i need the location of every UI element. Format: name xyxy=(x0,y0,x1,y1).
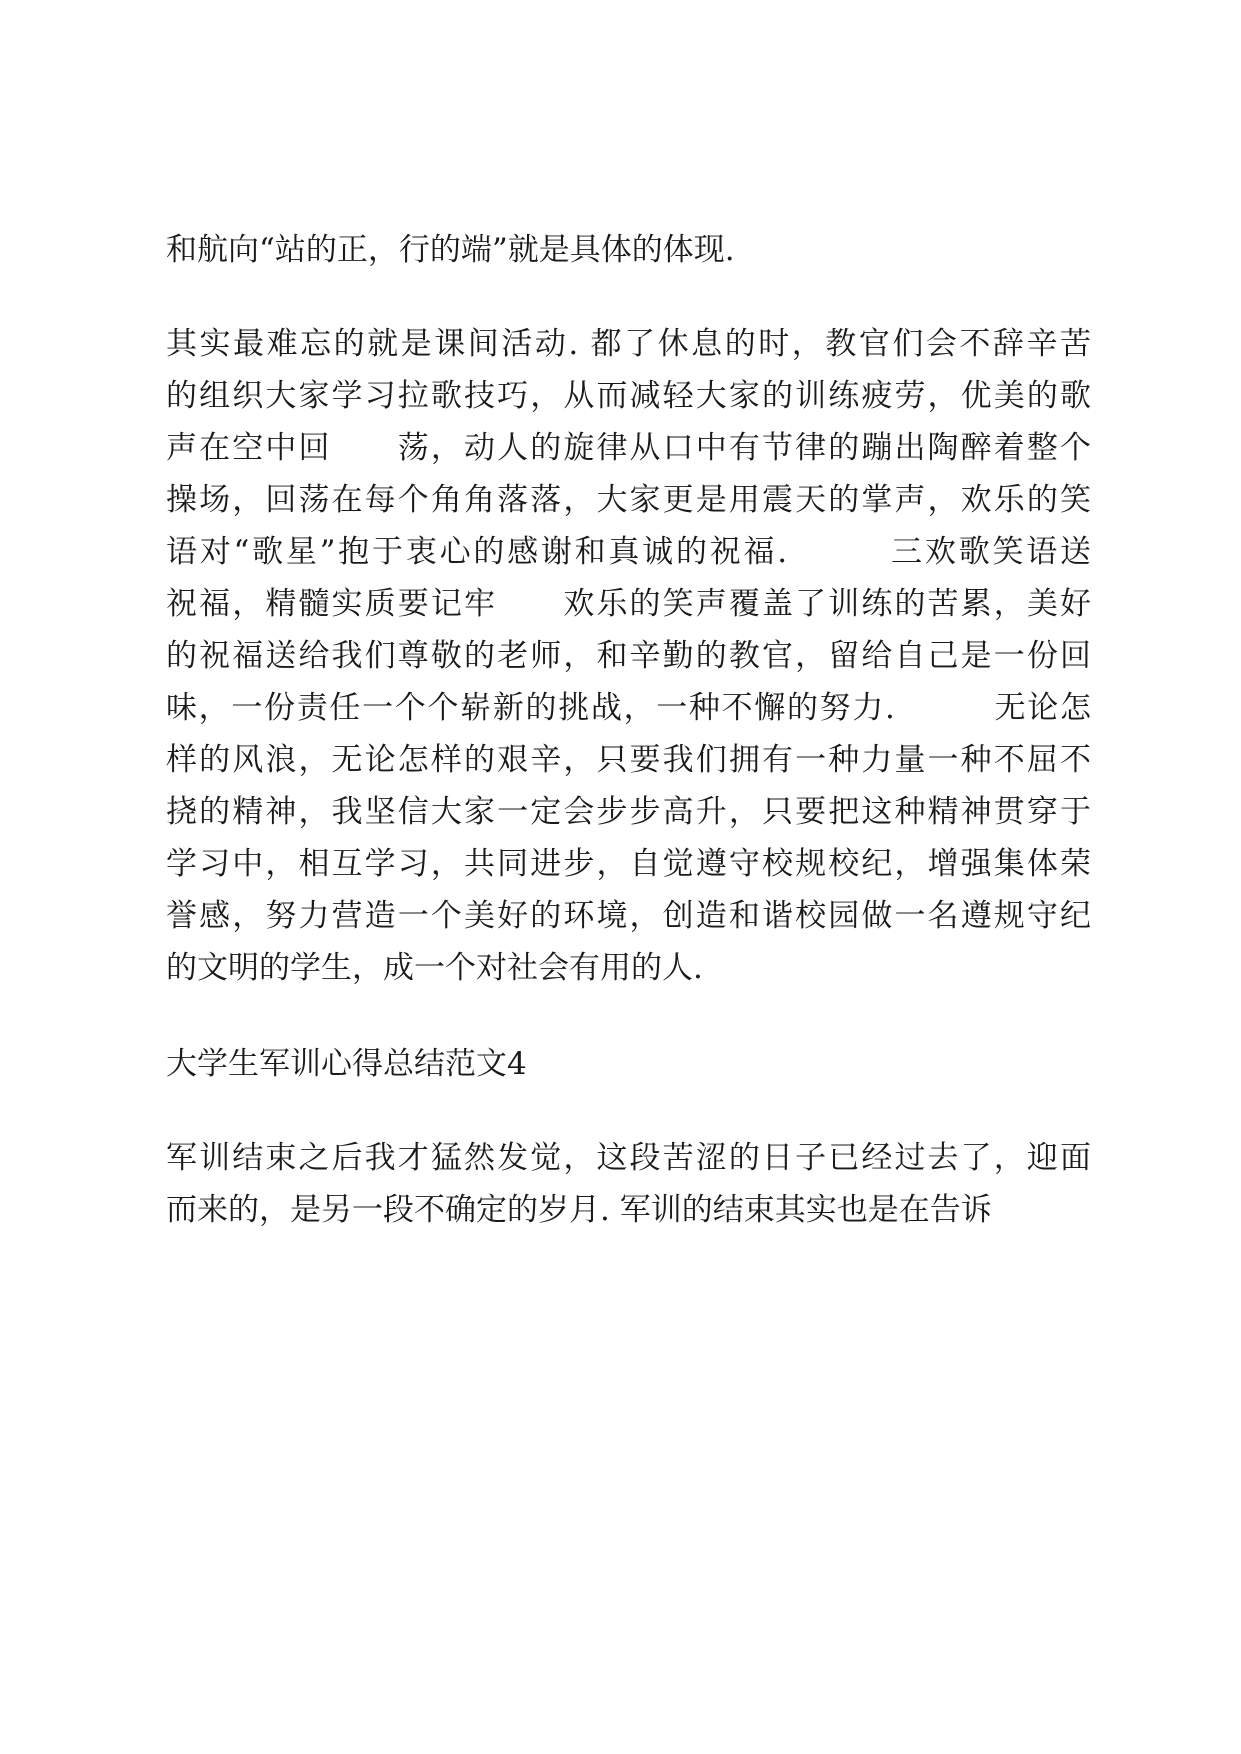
paragraph-line: 而来的，是另一段不确定的岁月. 军训的结束其实也是在告诉 xyxy=(166,1192,992,1228)
paragraph-line: 学习中，相互学习，共同进步，自觉遵守校规校纪，增强集体荣 xyxy=(166,846,1091,882)
paragraph-line: 祝福，精髓实质要记牢 欢乐的笑声覆盖了训练的苦累，美好 xyxy=(166,586,1091,622)
paragraph-line: 语对“歌星”抱于衷心的感谢和真诚的祝福. 三欢歌笑语送 xyxy=(166,534,1091,570)
paragraph-line: 声在空中回 荡，动人的旋律从口中有节律的蹦出陶醉着整个 xyxy=(166,430,1091,466)
paragraph-line: 操场，回荡在每个角角落落，大家更是用震天的掌声，欢乐的笑 xyxy=(166,482,1091,518)
paragraph-line: 样的风浪，无论怎样的艰辛，只要我们拥有一种力量一种不屈不 xyxy=(166,742,1091,778)
paragraph-line: 的文明的学生，成一个对社会有用的人. xyxy=(166,950,703,986)
paragraph-line: 挠的精神，我坚信大家一定会步步高升，只要把这种精神贯穿于 xyxy=(166,794,1091,830)
paragraph-line: 其实最难忘的就是课间活动. 都了休息的时，教官们会不辞辛苦 xyxy=(166,326,1091,362)
paragraph-line: 誉感，努力营造一个美好的环境，创造和谐校园做一名遵规守纪 xyxy=(166,898,1091,934)
paragraph-line: 和航向“站的正，行的端”就是具体的体现. xyxy=(166,232,735,268)
section-heading: 大学生军训心得总结范文4 xyxy=(166,1046,527,1082)
paragraph-line: 的组织大家学习拉歌技巧，从而减轻大家的训练疲劳，优美的歌 xyxy=(166,378,1091,414)
paragraph-line: 军训结束之后我才猛然发觉，这段苦涩的日子已经过去了，迎面 xyxy=(166,1140,1091,1176)
paragraph-line: 的祝福送给我们尊敬的老师，和辛勤的教官，留给自己是一份回 xyxy=(166,638,1091,674)
paragraph-line: 味，一份责任一个个崭新的挑战，一种不懈的努力. 无论怎 xyxy=(166,690,1091,726)
